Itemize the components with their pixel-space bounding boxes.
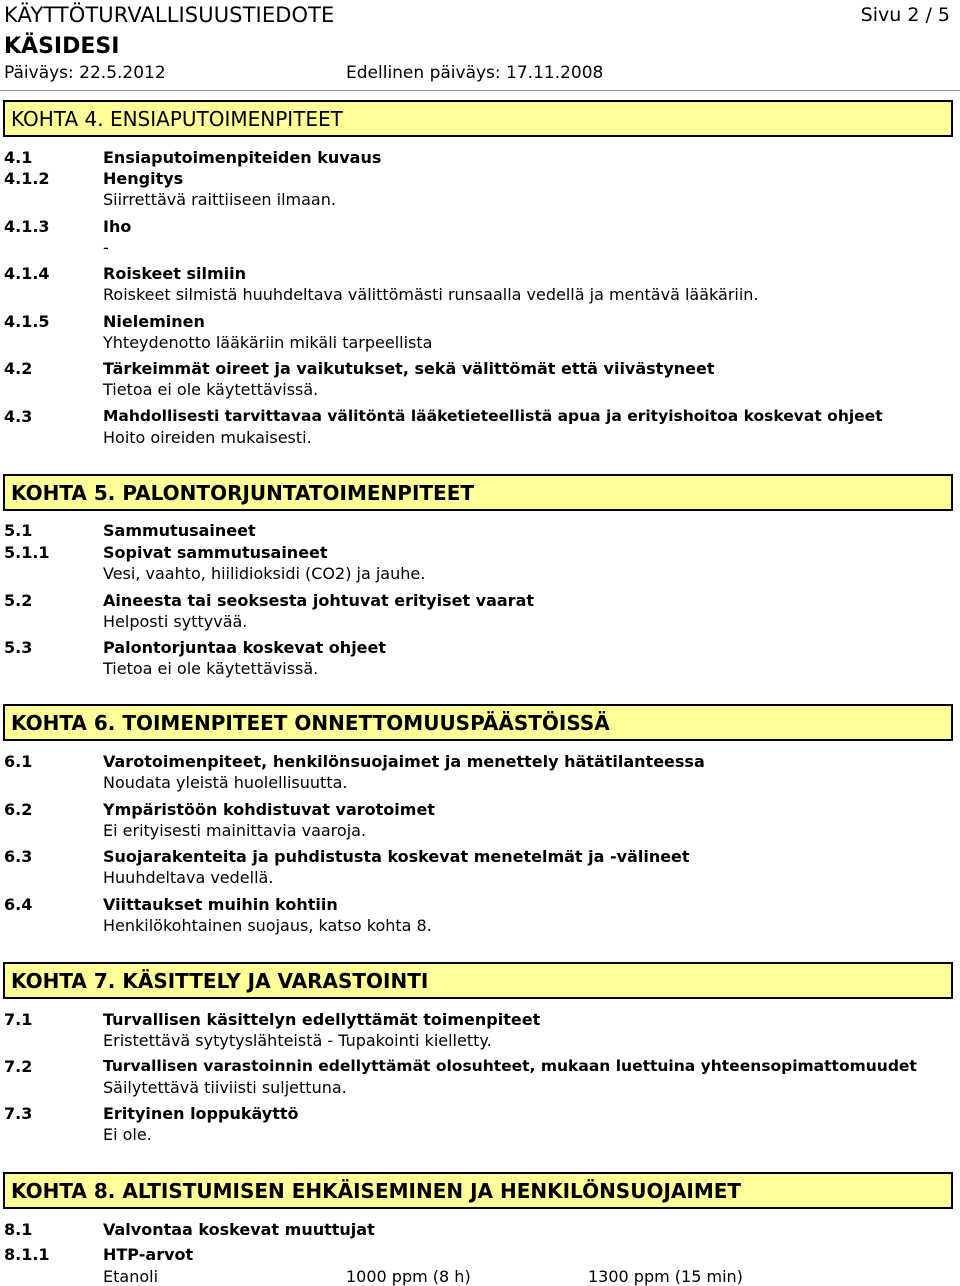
product-name: KÄSIDESI bbox=[4, 34, 120, 59]
item-heading: Viittaukset muihin kohtiin bbox=[103, 895, 338, 914]
item-heading: Ensiaputoimenpiteiden kuvaus bbox=[103, 148, 382, 167]
document-header bbox=[0, 0, 960, 96]
item-heading: Suojarakenteita ja puhdistusta koskevat menetelmät ja -välineet bbox=[103, 847, 690, 866]
document-title: KÄYTTÖTURVALLISUUSTIEDOTE bbox=[4, 3, 335, 27]
item-text: Roiskeet silmistä huuhdeltava välittömästi runsaalla vedellä ja mentävä lääkäriin. bbox=[103, 285, 759, 304]
item-text: Eristettävä sytytyslähteistä - Tupakointi kielletty. bbox=[103, 1031, 492, 1050]
item-number: 4.1.4 bbox=[4, 264, 50, 283]
previous-date: Edellinen päiväys: 17.11.2008 bbox=[346, 63, 604, 83]
item-text: Tietoa ei ole käytettävissä. bbox=[103, 380, 319, 399]
item-heading: Tärkeimmät oireet ja vaikutukset, sekä välittömät että viivästyneet bbox=[103, 359, 715, 378]
section-4-heading: KOHTA 4. ENSIAPUTOIMENPITEET bbox=[3, 100, 953, 137]
item-number: 4.1.2 bbox=[4, 169, 50, 188]
item-text: Hoito oireiden mukaisesti. bbox=[103, 428, 312, 447]
item-heading: Hengitys bbox=[103, 169, 184, 188]
item-heading: Turvallisen varastoinnin edellyttämät olosuhteet, mukaan luettuina yhteensopimattomuudet bbox=[103, 1057, 917, 1075]
item-text: Helposti syttyvää. bbox=[103, 612, 248, 631]
htp-value-15min: 1300 ppm (15 min) bbox=[588, 1267, 743, 1286]
item-text: Henkilökohtainen suojaus, katso kohta 8. bbox=[103, 916, 432, 935]
item-text: Siirrettävä raittiiseen ilmaan. bbox=[103, 190, 336, 209]
section-6-heading: KOHTA 6. TOIMENPITEET ONNETTOMUUSPÄÄSTÖISSÄ bbox=[3, 704, 953, 741]
item-text: Säilytettävä tiiviisti suljettuna. bbox=[103, 1078, 347, 1097]
item-heading: Palontorjuntaa koskevat ohjeet bbox=[103, 638, 387, 657]
section-7-heading: KOHTA 7. KÄSITTELY JA VARASTOINTI bbox=[3, 962, 953, 999]
item-heading: HTP-arvot bbox=[103, 1245, 194, 1264]
htp-value-8h: 1000 ppm (8 h) bbox=[346, 1267, 471, 1286]
item-text: Huuhdeltava vedellä. bbox=[103, 868, 274, 887]
item-number: 8.1.1 bbox=[4, 1245, 50, 1264]
item-number: 5.1.1 bbox=[4, 543, 50, 562]
header-divider bbox=[0, 90, 960, 91]
item-number: 7.2 bbox=[4, 1057, 33, 1076]
item-text: Noudata yleistä huolellisuutta. bbox=[103, 773, 348, 792]
item-number: 4.3 bbox=[4, 407, 33, 426]
item-number: 4.1.5 bbox=[4, 312, 50, 331]
item-text: Vesi, vaahto, hiilidioksidi (CO2) ja jauhe. bbox=[103, 564, 426, 583]
issue-date: Päiväys: 22.5.2012 bbox=[4, 63, 166, 83]
item-heading: Varotoimenpiteet, henkilönsuojaimet ja menettely hätätilanteessa bbox=[103, 752, 705, 771]
item-text: Ei erityisesti mainittavia vaaroja. bbox=[103, 821, 367, 840]
section-8-heading: KOHTA 8. ALTISTUMISEN EHKÄISEMINEN JA HENKILÖNSUOJAIMET bbox=[3, 1172, 953, 1209]
item-number: 5.1 bbox=[4, 521, 33, 540]
item-heading: Turvallisen käsittelyn edellyttämät toimenpiteet bbox=[103, 1010, 541, 1029]
item-number: 6.2 bbox=[4, 800, 33, 819]
item-number: 5.2 bbox=[4, 591, 33, 610]
item-number: 4.1.3 bbox=[4, 217, 50, 236]
item-heading: Roiskeet silmiin bbox=[103, 264, 246, 283]
item-heading: Mahdollisesti tarvittavaa välitöntä lääketieteellistä apua ja erityishoitoa koskevat ohjeet bbox=[103, 407, 883, 425]
item-text: Yhteydenotto lääkäriin mikäli tarpeellista bbox=[103, 333, 433, 352]
item-text: - bbox=[103, 238, 109, 257]
item-heading: Nieleminen bbox=[103, 312, 205, 331]
item-number: 7.3 bbox=[4, 1104, 33, 1123]
section-5-heading: KOHTA 5. PALONTORJUNTATOIMENPITEET bbox=[3, 474, 953, 511]
htp-substance: Etanoli bbox=[103, 1267, 159, 1286]
item-number: 5.3 bbox=[4, 638, 33, 657]
item-number: 4.1 bbox=[4, 148, 33, 167]
item-number: 7.1 bbox=[4, 1010, 33, 1029]
item-heading: Iho bbox=[103, 217, 132, 236]
item-number: 8.1 bbox=[4, 1220, 33, 1239]
item-heading: Sopivat sammutusaineet bbox=[103, 543, 328, 562]
item-heading: Erityinen loppukäyttö bbox=[103, 1104, 299, 1123]
item-number: 6.4 bbox=[4, 895, 33, 914]
item-heading: Valvontaa koskevat muuttujat bbox=[103, 1220, 375, 1239]
item-text: Tietoa ei ole käytettävissä. bbox=[103, 659, 319, 678]
item-number: 4.2 bbox=[4, 359, 33, 378]
item-number: 6.3 bbox=[4, 847, 33, 866]
page-number: Sivu 2 / 5 bbox=[860, 4, 950, 26]
item-number: 6.1 bbox=[4, 752, 33, 771]
item-text: Ei ole. bbox=[103, 1125, 152, 1144]
item-heading: Aineesta tai seoksesta johtuvat erityiset vaarat bbox=[103, 591, 535, 610]
item-heading: Sammutusaineet bbox=[103, 521, 256, 540]
item-heading: Ympäristöön kohdistuvat varotoimet bbox=[103, 800, 435, 819]
